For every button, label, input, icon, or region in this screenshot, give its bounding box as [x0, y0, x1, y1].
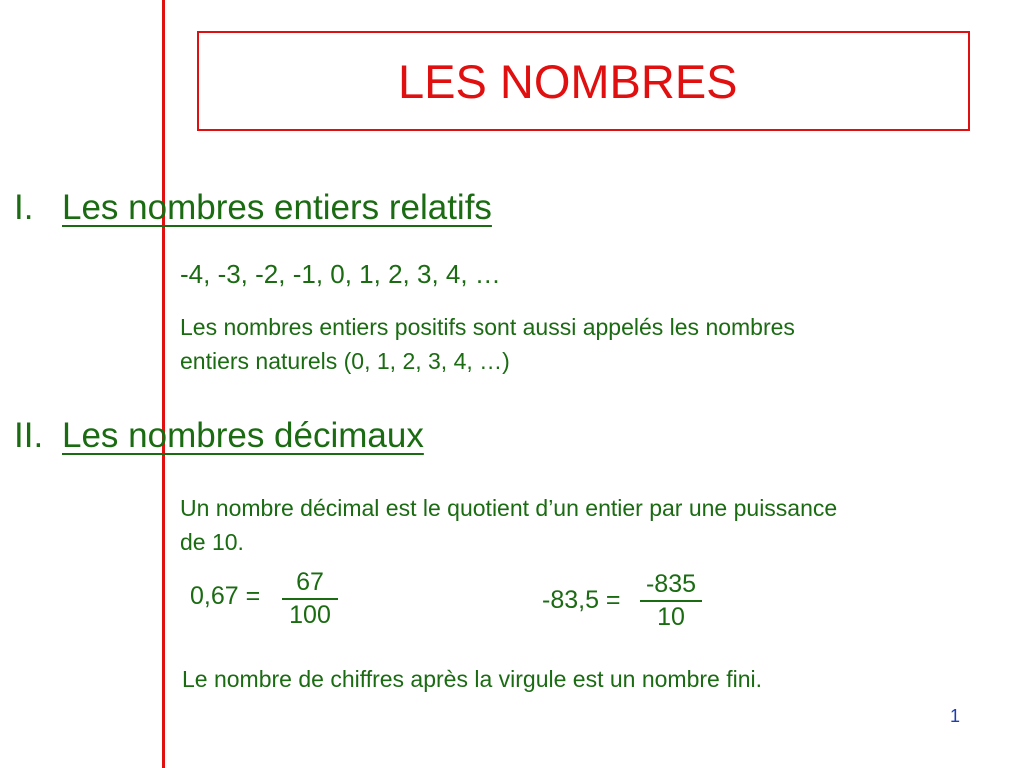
example-1-lhs: 0,67 =	[190, 582, 261, 610]
natural-numbers-note-line-1: Les nombres entiers positifs sont aussi appelés les nombres	[180, 314, 795, 340]
section-2-number: II.	[14, 416, 44, 455]
example-1-numerator: 67	[282, 570, 338, 600]
section-1-heading: Les nombres entiers relatifs	[62, 188, 492, 227]
example-2-lhs: -83,5 =	[542, 586, 621, 614]
example-1-fraction	[282, 570, 338, 628]
example-2-numerator: -835	[640, 572, 702, 602]
example-2-fraction	[640, 572, 702, 630]
red-margin-line	[162, 0, 165, 768]
natural-numbers-note-line-2: entiers naturels (0, 1, 2, 3, 4, …)	[180, 348, 510, 374]
example-2-denominator: 10	[657, 603, 685, 631]
section-1-number: I.	[14, 188, 34, 227]
finite-digits-conclusion: Le nombre de chiffres après la virgule est un nombre fini.	[182, 666, 762, 692]
section-2-heading: Les nombres décimaux	[62, 416, 424, 455]
decimal-definition-line-2: de 10.	[180, 529, 244, 555]
decimal-definition-line-1: Un nombre décimal est le quotient d’un entier par une puissance	[180, 495, 838, 521]
page-number: 1	[950, 706, 961, 726]
slide-title: LES NOMBRES	[398, 55, 738, 108]
example-1-denominator: 100	[289, 601, 331, 629]
integer-sequence: -4, -3, -2, -1, 0, 1, 2, 3, 4, …	[180, 259, 501, 289]
